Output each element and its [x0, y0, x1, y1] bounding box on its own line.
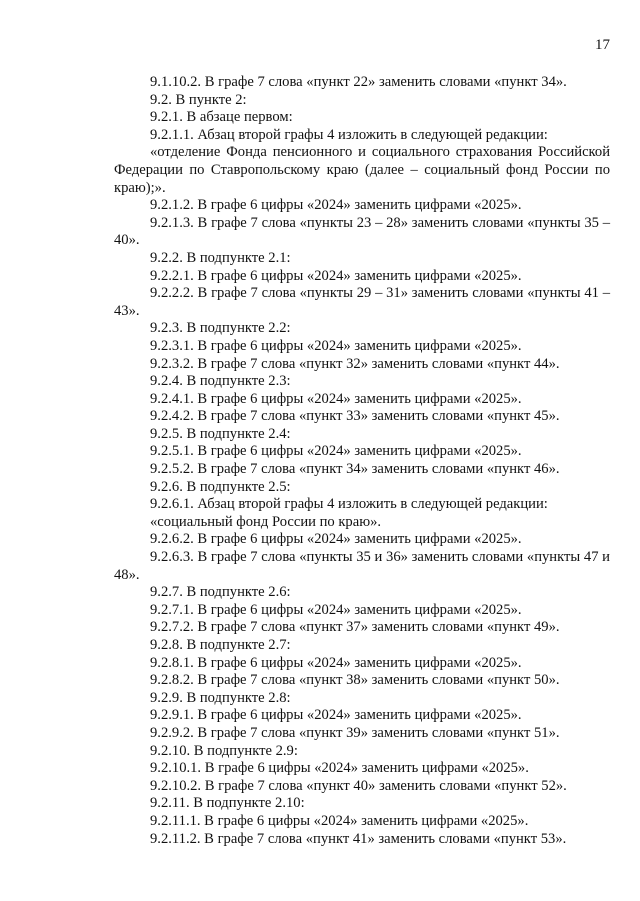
paragraph: 9.2.11. В подпункте 2.10:: [150, 795, 305, 812]
paragraph: 9.2.6.3. В графе 7 слова «пункты 35 и 36» заменить словами «пункты 47 и 48».: [114, 549, 610, 583]
paragraph: «социальный фонд России по краю».: [150, 513, 382, 530]
paragraph: 9.2.4.1. В графе 6 цифры «2024» заменить цифрами «2025».: [150, 390, 522, 407]
paragraph: 9.2.2.2. В графе 7 слова «пункты 29 – 31» заменить словами «пункты 41 – 43».: [114, 285, 610, 319]
paragraph: 9.2.5. В подпункте 2.4:: [150, 425, 291, 442]
paragraph: 9.2.6.1. Абзац второй графы 4 изложить в следующей редакции:: [150, 496, 548, 513]
paragraph: 9.2.9. В подпункте 2.8:: [150, 689, 291, 706]
paragraph: 9.2.7.1. В графе 6 цифры «2024» заменить цифрами «2025».: [150, 601, 522, 618]
paragraph: 9.2.4.2. В графе 7 слова «пункт 33» заменить словами «пункт 45».: [150, 408, 560, 425]
paragraph: 9.2.11.2. В графе 7 слова «пункт 41» заменить словами «пункт 53».: [150, 830, 567, 847]
paragraph: 9.2.6. В подпункте 2.5:: [150, 478, 291, 495]
paragraph: 9.1.10.2. В графе 7 слова «пункт 22» заменить словами «пункт 34».: [150, 74, 567, 90]
page-number: 17: [595, 37, 610, 53]
paragraph: 9.2.8. В подпункте 2.7:: [150, 637, 291, 653]
paragraph: 9.2.6.2. В графе 6 цифры «2024» заменить цифрами «2025».: [150, 531, 522, 548]
paragraph: 9.2.1.2. В графе 6 цифры «2024» заменить цифрами «2025».: [150, 197, 522, 214]
paragraph: 9.2.4. В подпункте 2.3:: [150, 373, 291, 390]
paragraph: 9.2.10.2. В графе 7 слова «пункт 40» заменить словами «пункт 52».: [150, 777, 567, 794]
paragraph: 9.2.7. В подпункте 2.6:: [150, 584, 291, 601]
paragraph: 9.2.10. В подпункте 2.9:: [150, 742, 298, 759]
paragraph: 9.2.7.2. В графе 7 слова «пункт 37» заменить словами «пункт 49».: [150, 619, 560, 636]
paragraph: 9.2.9.2. В графе 7 слова «пункт 39» заменить словами «пункт 51».: [150, 724, 560, 741]
paragraph: 9.2.1.3. В графе 7 слова «пункты 23 – 28» заменить словами «пункты 35 – 40».: [114, 214, 610, 249]
paragraph: 9.2.2.1. В графе 6 цифры «2024» заменить цифрами «2025».: [150, 267, 522, 284]
paragraph: 9.2. В пункте 2:: [150, 91, 247, 108]
paragraph: 9.2.11.1. В графе 6 цифры «2024» заменить цифрами «2025».: [150, 812, 529, 829]
paragraph: 9.2.1.1. Абзац второй графы 4 изложить в следующей редакции:: [150, 126, 548, 143]
paragraph: 9.2.2. В подпункте 2.1:: [150, 249, 291, 266]
paragraph: 9.2.10.1. В графе 6 цифры «2024» заменить цифрами «2025».: [150, 760, 529, 777]
paragraph: 9.2.3.2. В графе 7 слова «пункт 32» заменить словами «пункт 44».: [150, 355, 560, 372]
paragraph: 9.2.8.1. В графе 6 цифры «2024» заменить цифрами «2025».: [150, 654, 522, 671]
paragraph: 9.2.3.1. В графе 6 цифры «2024» заменить цифрами «2025».: [150, 337, 522, 354]
paragraph: 9.2.1. В абзаце первом:: [150, 109, 293, 126]
paragraph: 9.2.5.2. В графе 7 слова «пункт 34» заменить словами «пункт 46».: [150, 461, 560, 478]
paragraph: 9.2.5.1. В графе 6 цифры «2024» заменить цифрами «2025».: [150, 443, 522, 460]
document-body: [114, 74, 610, 848]
paragraph: 9.2.9.1. В графе 6 цифры «2024» заменить цифрами «2025».: [150, 707, 522, 724]
paragraph: 9.2.3. В подпункте 2.2:: [150, 320, 291, 337]
paragraph: 9.2.8.2. В графе 7 слова «пункт 38» заменить словами «пункт 50».: [150, 672, 560, 689]
paragraph: «отделение Фонда пенсионного и социального страхования Российской Федерации по Ставропольскому краю (далее – социальный фонд России по краю);».: [114, 144, 610, 196]
